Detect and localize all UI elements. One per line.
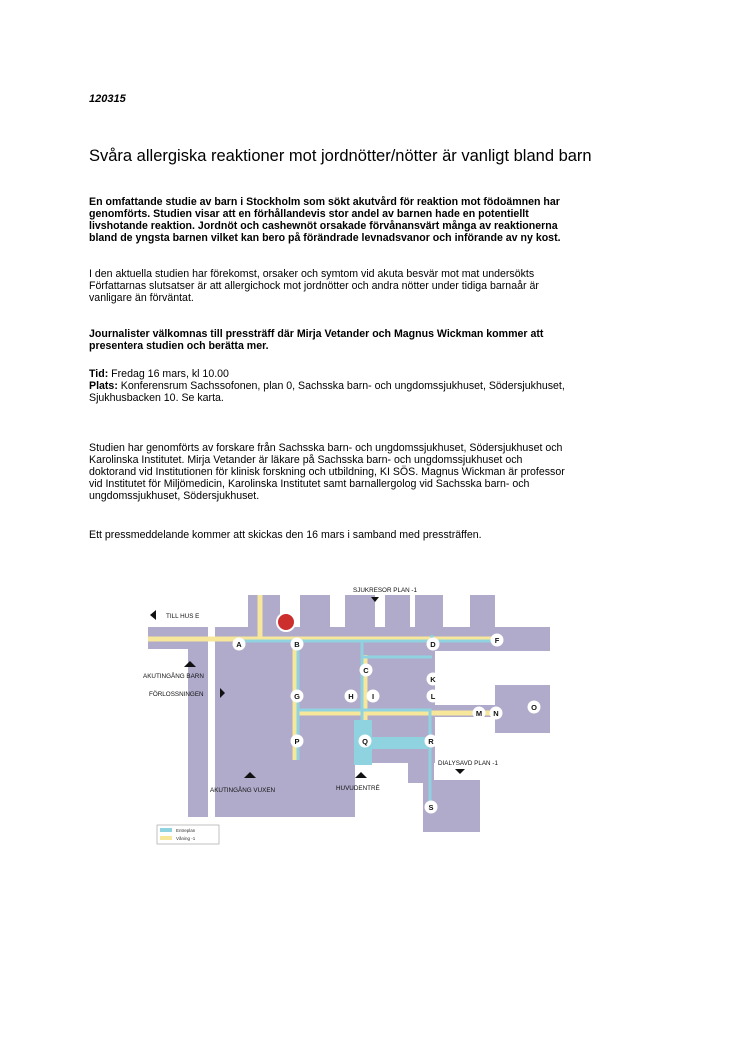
svg-text:G: G: [294, 692, 300, 701]
svg-text:R: R: [428, 737, 434, 746]
text-line: En omfattande studie av barn i Stockholm som sökt akutvård för reaktion mot födoämnen har: [89, 196, 560, 208]
node-H: [345, 690, 358, 703]
node-Q: [359, 735, 372, 748]
label-akutingang-barn: AKUTINGÅNG BARN: [143, 673, 204, 680]
label-akutingang-vuxen: AKUTINGÅNG VUXEN: [210, 787, 276, 794]
label-huvudentre: HUVUDENTRÉ: [336, 785, 380, 792]
body-paragraph-researchers: [89, 442, 669, 502]
arrow-left-icon: [150, 610, 156, 620]
svg-text:P: P: [294, 737, 300, 746]
node-L: [427, 690, 440, 703]
body-paragraph-study: [89, 268, 669, 304]
place-line: [89, 380, 669, 392]
text-line: I den aktuella studien har förekomst, orsaker och symtom vid akuta besvär mot mat undersökts: [89, 268, 535, 280]
node-K: [427, 673, 440, 686]
arrow-up-icon: [355, 772, 367, 778]
node-A: [233, 638, 246, 651]
node-B: [291, 638, 304, 651]
time-value: Fredag 16 mars, kl 10.00: [108, 368, 229, 380]
text-line: vid Institutet för Miljömedicin, Karolinska Institutet samt barnallergolog vid Sachsska barn- och: [89, 478, 530, 490]
node-M: [473, 707, 486, 720]
text-line: bland de yngsta barnen vilket kan bero på förändrade levnadsvanor och införande av ny kost.: [89, 232, 561, 244]
legend-entreplan: Entreplan: [176, 828, 196, 833]
legend-vaning: Våning -1: [176, 836, 196, 841]
event-details: [89, 368, 669, 404]
press-invitation: [89, 328, 669, 352]
svg-text:I: I: [371, 692, 375, 701]
place-label: Plats:: [89, 380, 118, 392]
svg-text:K: K: [430, 675, 436, 684]
node-N: [490, 707, 503, 720]
svg-text:D: D: [430, 640, 436, 649]
node-G: [291, 690, 304, 703]
press-release-date: 120315: [89, 93, 126, 105]
node-S: [425, 801, 438, 814]
label-sjukresor: SJUKRESOR PLAN -1: [353, 587, 418, 594]
svg-text:O: O: [531, 703, 537, 712]
svg-text:F: F: [494, 636, 500, 645]
text-line: ungdomssjukhuset, Södersjukhuset.: [89, 490, 260, 502]
svg-text:A: A: [236, 640, 242, 649]
arrow-down-icon: [455, 769, 465, 774]
node-R: [425, 735, 438, 748]
text-line: genomförts. Studien visar att en förhållandevis stor andel av barnen hade en potentiellt: [89, 208, 529, 220]
text-line: Journalister välkomnas till pressträff där Mirja Vetander och Magnus Wickman kommer att: [89, 328, 544, 340]
node-D: [427, 638, 440, 651]
svg-text:L: L: [430, 692, 436, 701]
text-line: Författarnas slutsatser är att allergichock mot jordnötter och andra nötter under tidiga barnaår är: [89, 280, 539, 292]
body-paragraph-press-release: Ett pressmeddelande kommer att skickas den 16 mars i samband med pressträffen.: [89, 529, 482, 541]
place-value: Konferensrum Sachssofonen, plan 0, Sachsska barn- och ungdomssjukhuset, Södersjukhuset,: [117, 380, 565, 392]
node-P: [291, 735, 304, 748]
label-dialysavd: DIALYSAVD PLAN -1: [438, 760, 498, 767]
place-line-2: Sjukhusbacken 10. Se karta.: [89, 392, 224, 404]
svg-text:Q: Q: [362, 737, 368, 746]
lead-paragraph: [89, 196, 669, 244]
location-marker: [277, 613, 295, 631]
text-line: Studien har genomförts av forskare från Sachsska barn- och ungdomssjukhuset, Södersjukhuset och: [89, 442, 563, 454]
time-line: [89, 368, 669, 380]
text-line: Karolinska Institutet. Mirja Vetander är läkare på Sachsska barn- och ungdomssjukhuset och: [89, 454, 523, 466]
node-F: [491, 634, 504, 647]
text-line: doktorand vid Institutionen för klinisk forskning och utbildning, KI SÖS. Magnus Wickman är professor: [89, 466, 565, 478]
text-line: livshotande reaktion. Jordnöt och cashewnöt orsakade förvånansvärt många av reaktionerna: [89, 220, 558, 232]
entrance-corridor: [372, 737, 428, 749]
page-title: Svåra allergiska reaktioner mot jordnötter/nötter är vanligt bland barn: [89, 147, 592, 165]
svg-text:H: H: [348, 692, 354, 701]
svg-text:B: B: [294, 640, 300, 649]
label-till-hus-e: TILL HUS E: [166, 613, 200, 620]
svg-text:C: C: [363, 666, 369, 675]
node-C: [360, 664, 373, 677]
svg-text:N: N: [493, 709, 499, 718]
node-O: [528, 701, 541, 714]
text-line: presentera studien och berätta mer.: [89, 340, 269, 352]
text-line: vanligare än förväntat.: [89, 292, 194, 304]
time-label: Tid:: [89, 368, 109, 380]
svg-text:S: S: [428, 803, 434, 812]
label-forlossningen: FÖRLOSSNINGEN: [149, 691, 204, 698]
node-I: [367, 690, 380, 703]
svg-text:M: M: [475, 709, 483, 718]
hospital-map: [140, 575, 560, 850]
map-legend: [157, 825, 219, 844]
